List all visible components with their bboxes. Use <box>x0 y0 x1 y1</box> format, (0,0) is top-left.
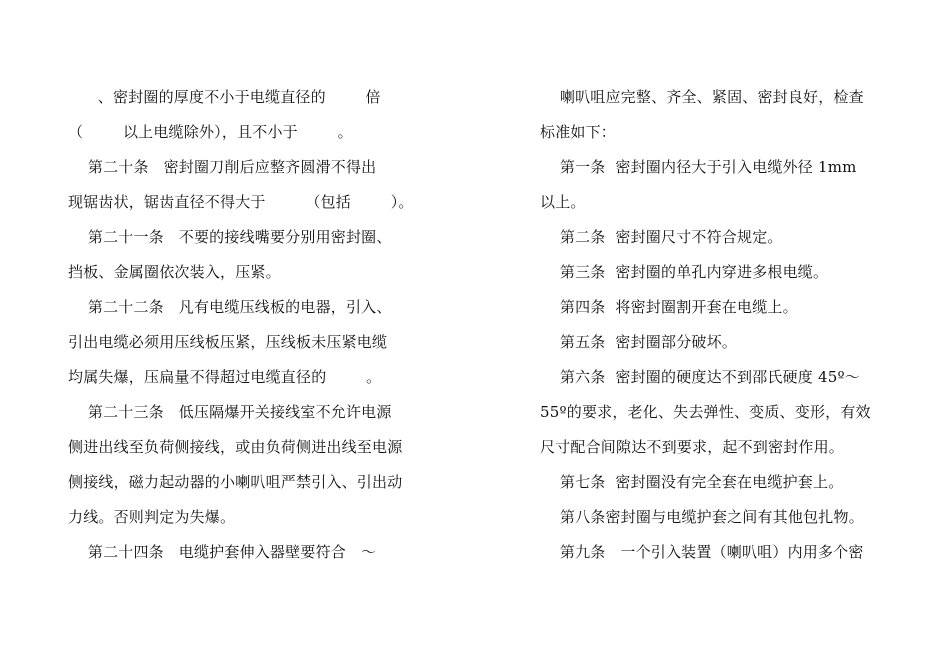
text-line: 第五条 密封圈部分破坏。 <box>540 333 738 351</box>
left-text-column <box>68 80 428 570</box>
text-line: 标准如下： <box>540 123 617 141</box>
text-line: 第二十四条 电缆护套伸入器壁要符合 ～ <box>68 543 377 561</box>
text-line: 第七条 密封圈没有完全套在电缆护套上。 <box>540 473 844 491</box>
text-line: 以上。 <box>540 193 586 211</box>
text-line: 引出电缆必须用压线板压紧，压线板未压紧电缆 <box>68 333 388 351</box>
text-line: 第二十一条 不要的接线嘴要分别用密封圈、 <box>68 228 392 246</box>
text-line: 第三条 密封圈的单孔内穿进多根电缆。 <box>540 263 829 281</box>
text-line: 尺寸配合间隙达不到要求，起不到密封作用。 <box>540 438 845 456</box>
text-line: 、密封圈的厚度不小于电缆直径的 倍 <box>68 88 381 106</box>
text-line: 均属失爆，压扁量不得超过电缆直径的 。 <box>68 368 382 386</box>
text-line: 第四条 将密封圈割开套在电缆上。 <box>540 298 798 316</box>
text-line: 第二十二条 凡有电缆压线板的电器，引入、 <box>68 298 392 316</box>
text-line: 侧接线，磁力起动器的小喇叭咀严禁引入、引出动 <box>68 473 403 491</box>
right-text-column <box>540 80 890 570</box>
text-line: 侧进出线至负荷侧接线，或由负荷侧进出线至电源 <box>68 438 403 456</box>
text-line: 第一条 密封圈内径大于引入电缆外径 1mm <box>540 158 857 176</box>
text-line: 第二十条 密封圈刀削后应整齐圆滑不得出 <box>68 158 377 176</box>
text-line: 第八条密封圈与电缆护套之间有其他包扎物。 <box>540 508 864 526</box>
text-line: 第六条 密封圈的硬度达不到邵氏硬度 45º～ <box>540 368 860 386</box>
text-line: 第九条 一个引入装置（喇叭咀）内用多个密 <box>540 543 864 561</box>
text-line: （ 以上电缆除外），且不小于 。 <box>68 123 353 141</box>
text-line: 现锯齿状，锯齿直径不得大于 （包括 ）。 <box>68 193 414 211</box>
text-line: 55º的要求，老化、失去弹性、变质、变形，有效 <box>540 403 871 421</box>
text-line: 第二条 密封圈尺寸不符合规定。 <box>540 228 783 246</box>
text-line: 力线。否则判定为失爆。 <box>68 508 236 526</box>
text-line: 第二十三条 低压隔爆开关接线室不允许电源 <box>68 403 392 421</box>
text-line: 挡板、金属圈依次装入，压紧。 <box>68 263 281 281</box>
text-line: 喇叭咀应完整、齐全、紧固、密封良好，检查 <box>540 88 864 106</box>
